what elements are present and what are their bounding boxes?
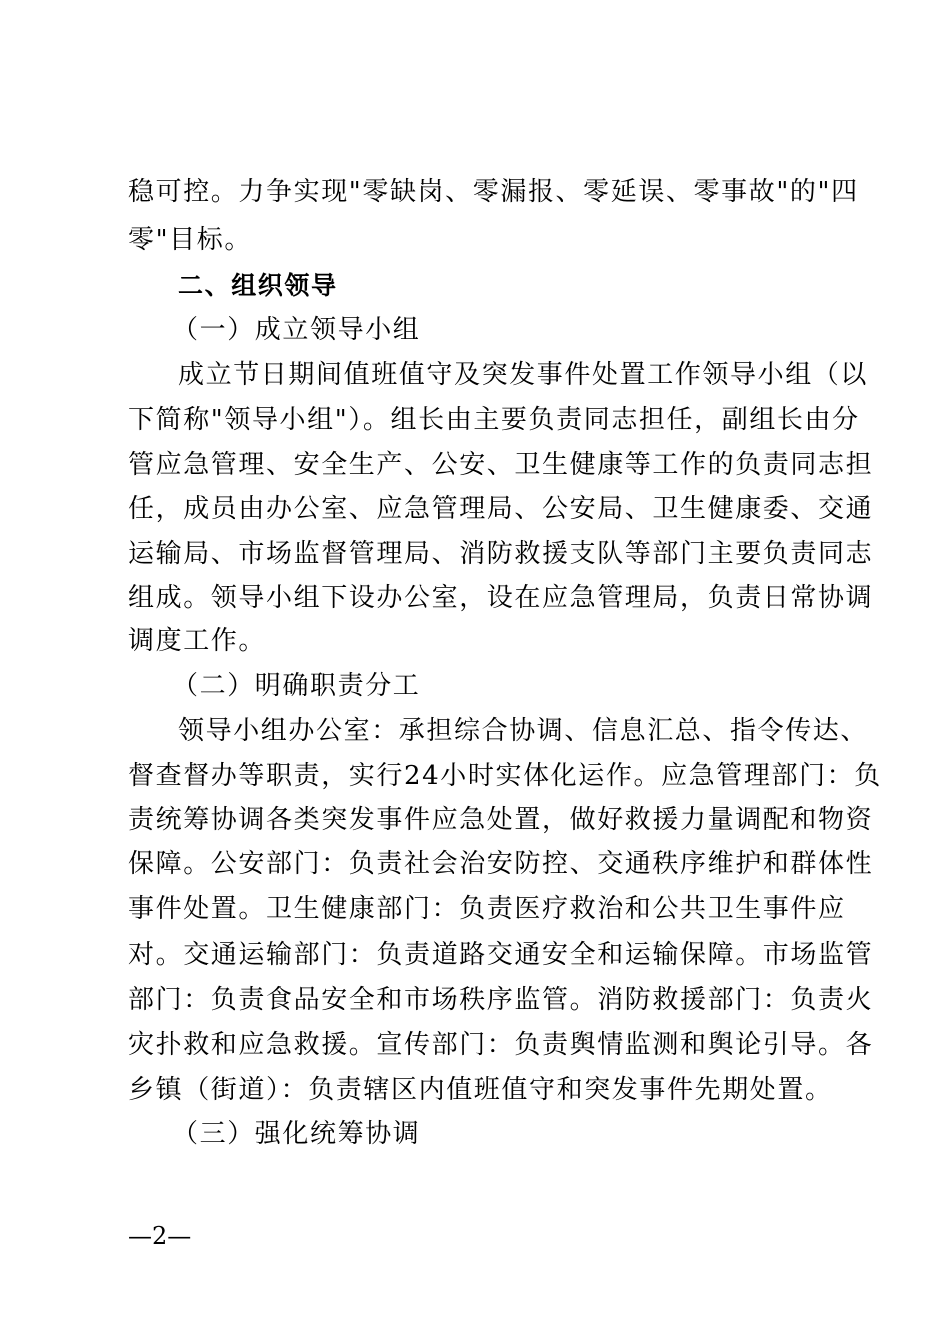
body-line: 零"目标。 [128,225,252,255]
body-line: 稳可控。力争实现"零缺岗、零漏报、零延误、零事故"的"四 [128,177,859,207]
body-line: 对。交通运输部门：负责道路交通安全和运输保障。市场监管 [128,940,874,970]
subsection-heading: （一）成立领导小组 [172,315,421,345]
body-line: 督查督办等职责，实行24小时实体化运作。应急管理部门：负 [128,761,882,791]
body-line: 任，成员由办公室、应急管理局、公安局、卫生健康委、交通 [128,494,874,524]
subsection-heading: （三）强化统筹协调 [172,1119,421,1149]
body-line: 事件处置。卫生健康部门：负责医疗救治和公共卫生事件应 [128,894,846,924]
body-line: 责统筹协调各类突发事件应急处置，做好救援力量调配和物资 [128,805,874,835]
body-line: 管应急管理、安全生产、公安、卫生健康等工作的负责同志担 [128,450,874,480]
body-line: 调度工作。 [128,626,267,656]
body-line: 领导小组办公室：承担综合协调、信息汇总、指令传达、 [178,716,869,746]
body-line: 运输局、市场监督管理局、消防救援支队等部门主要负责同志 [128,539,874,569]
body-line: 组成。领导小组下设办公室，设在应急管理局，负责日常协调 [128,583,874,613]
body-line: 成立节日期间值班值守及突发事件处置工作领导小组（以 [178,360,869,390]
body-line: 下简称"领导小组"）。组长由主要负责同志担任，副组长由分 [128,405,860,435]
body-line: 乡镇（街道）：负责辖区内值班值守和突发事件先期处置。 [128,1075,833,1105]
body-line: 灾扑救和应急救援。宣传部门：负责舆情监测和舆论引导。各 [128,1030,874,1060]
body-line: 部门：负责食品安全和市场秩序监管。消防救援部门：负责火 [128,985,874,1015]
section-heading: 二、组织领导 [178,271,338,300]
subsection-heading: （二）明确职责分工 [172,671,421,701]
body-line: 保障。公安部门：负责社会治安防控、交通秩序维护和群体性 [128,849,874,879]
page-number: —2— [128,1222,192,1250]
